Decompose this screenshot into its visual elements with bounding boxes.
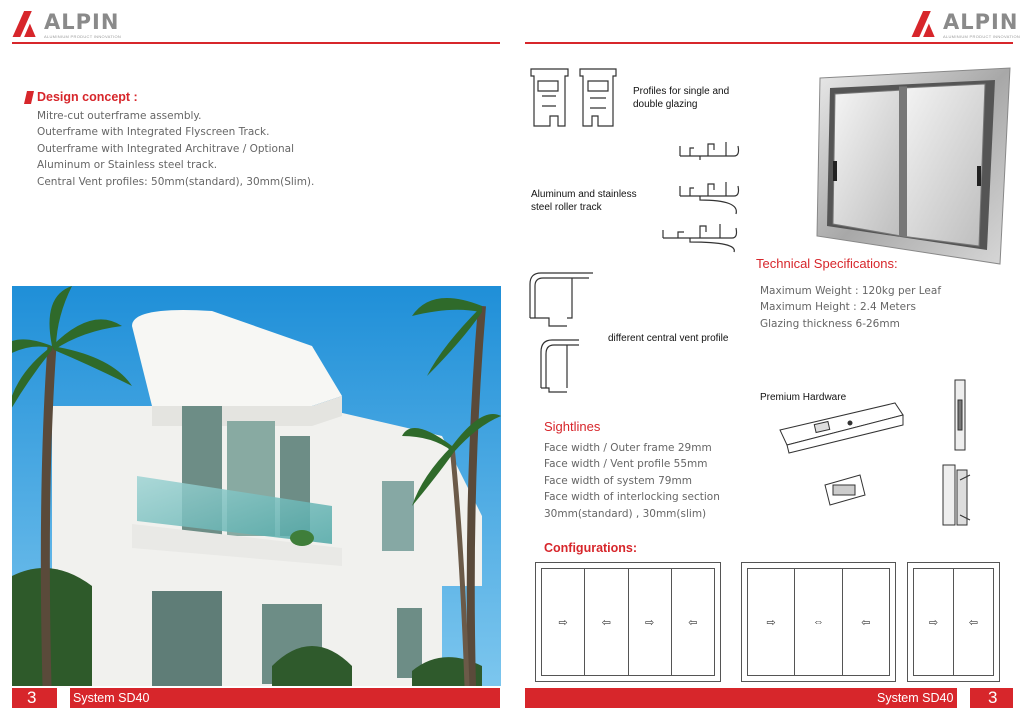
page-number: 3 [27,688,37,707]
alpin-logo-icon [12,11,42,37]
page-number: 3 [988,688,998,707]
config-panel [585,569,628,675]
config-four-panel [535,562,721,682]
sightlines-line: Face width / Vent profile 55mm [544,458,708,471]
brand-name: ALPIN [943,10,1019,34]
alpin-logo-icon [911,11,941,37]
config-panel [629,569,672,675]
arrow-icon: ⇦ [688,616,698,629]
sightlines-line: Face width of system 79mm [544,474,692,487]
header-rule [12,42,500,44]
brand-tagline: ALUMINIUM PRODUCT INNOVATION [943,34,1021,39]
design-concept-line: Central Vent profiles: 50mm(standard), 30mm(Slim). [37,175,315,188]
arrow-icon: ⇦ [861,616,871,629]
configurations-title: Configurations: [544,541,638,555]
tech-spec-line: Glazing thickness 6-26mm [760,317,900,330]
profiles-label-line: double glazing [633,98,698,110]
brand-logo-right [911,11,1020,39]
design-concept-line: Mitre-cut outerframe assembly. [37,110,202,122]
config-two-panel [907,562,1000,682]
arrow-icon: ⇨ [645,616,655,629]
design-concept-lines [37,108,314,190]
arrow-icon: ⇨ [558,616,568,629]
config-three-panel [741,562,896,682]
header-rule-right [525,42,1013,44]
arrow-icon: ⇦ [601,616,611,629]
tech-spec-line: Maximum Weight : 120kg per Leaf [760,285,942,297]
hardware-drawings [775,375,985,535]
sightlines-lines [544,440,720,522]
sightlines-line: Face width of interlocking section [544,491,720,504]
profiles-label-line: Profiles for single and [633,86,730,97]
section-marker-icon [24,91,34,104]
arrow-icon: ⇦ [968,616,979,629]
footer-bar-left [12,688,500,708]
system-name: System SD40 [877,691,954,705]
brand-name: ALPIN [44,10,120,34]
glazing-profile-drawing [528,66,623,132]
config-panel [542,569,585,675]
design-concept-section [24,90,314,190]
roller-track-label-line: Aluminum and stainless [531,189,637,200]
roller-track-drawing [660,138,740,253]
central-vent-drawing [527,270,597,395]
config-panel [748,569,795,675]
sightlines-title: Sightlines [544,419,601,434]
sightlines-line: Face width / Outer frame 29mm [544,442,712,454]
design-concept-line: Aluminum or Stainless steel track. [37,159,218,172]
roller-track-label-line: steel roller track [531,201,602,213]
config-panel [672,569,714,675]
roller-track-label [531,189,637,214]
sightlines-line: 30mm(standard) , 30mm(slim) [544,507,707,520]
arrow-icon: ⇔ [812,616,824,628]
design-concept-line: Outerframe with Integrated Flyscreen Track. [37,126,270,139]
design-concept-line: Outerframe with Integrated Architrave / Optional [37,142,294,155]
central-vent-label: different central vent profile [608,333,729,344]
arrow-icon: ⇨ [928,616,939,629]
config-panel [954,569,993,675]
hardware-label: Premium Hardware [760,392,847,403]
config-panel [843,569,889,675]
brand-logo [12,11,121,39]
villa-photo [12,286,501,686]
footer-bar-right [525,688,1013,708]
profiles-label [633,86,729,111]
brand-tagline: ALUMINIUM PRODUCT INNOVATION [44,34,122,39]
sliding-window-render [815,66,1013,266]
config-panel [914,569,954,675]
footer-divider [957,688,970,708]
config-panel [795,569,842,675]
tech-spec-lines [760,283,941,332]
tech-spec-line: Maximum Height : 2.4 Meters [760,301,916,314]
system-name: System SD40 [73,691,150,705]
tech-spec-title: Technical Specifications: [756,256,898,271]
arrow-icon: ⇨ [766,616,776,629]
design-concept-title: Design concept : [37,90,138,104]
footer-divider [57,688,70,708]
